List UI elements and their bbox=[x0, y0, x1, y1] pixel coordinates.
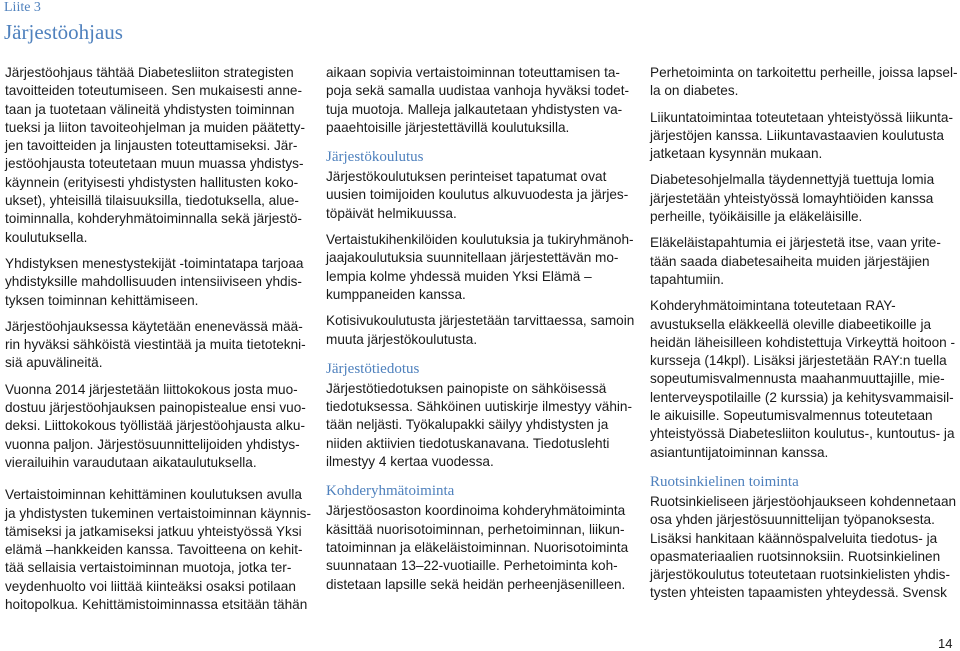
text-line: la on diabetes. bbox=[650, 83, 739, 99]
text-line: Järjestötiedotuksen painopiste on sähköisessä bbox=[326, 380, 607, 396]
text-line: kursseja (14kpl). Lisäksi järjestetään RAY:n tuella bbox=[650, 353, 947, 369]
text-line: niiden aktiivien tiedotuskanavana. Tiedotuslehti bbox=[326, 435, 610, 451]
text-line: lenterveyspotilaille (2 kurssia) ja kehitysvammaisil- bbox=[650, 389, 954, 405]
text-line: elämä –hankkeiden kanssa. Tavoitteena on kehit- bbox=[5, 542, 303, 558]
paragraph bbox=[650, 297, 960, 462]
appendix-label: Liite 3 bbox=[4, 0, 41, 15]
text-line: distetaan lapsille sekä heidän perheenjäsenilleen. bbox=[326, 576, 626, 592]
page-title: Järjestöohjaus bbox=[4, 20, 123, 44]
paragraph bbox=[326, 502, 638, 593]
text-line: Diabetesohjelmalla täydennettyjä tuettuja lomia bbox=[650, 172, 935, 188]
text-line: jen tavoitteiden ja linjausten toteuttamiseksi. Jär- bbox=[5, 138, 298, 154]
text-column-1 bbox=[5, 64, 313, 614]
page-number: 14 bbox=[938, 636, 953, 651]
text-line: asiantuntijatoiminnan kanssa. bbox=[650, 444, 829, 460]
text-line: sopeutumisvalmennusta maahanmuuttajille, mie- bbox=[650, 371, 945, 387]
text-line: vuonna paljon. Järjestösuunnittelijoiden yhdistys- bbox=[5, 436, 300, 452]
text-line: järjestöjen kanssa. Liikuntavastaavien koulutusta bbox=[650, 127, 944, 143]
text-line: Vuonna 2014 järjestetään liittokokous josta muo- bbox=[5, 381, 298, 397]
paragraph bbox=[326, 312, 638, 349]
paragraph bbox=[650, 171, 960, 226]
text-line: käsittää nuorisotoiminnan, perhetoiminnan, liikun- bbox=[326, 521, 625, 537]
paragraph bbox=[5, 64, 313, 247]
text-line: tuja muotoja. Malleja jalkautetaan yhdistysten va- bbox=[326, 101, 623, 117]
paragraph bbox=[5, 381, 313, 472]
text-line: deksi. Liittokokous työllistää järjestöohjausta alku- bbox=[5, 418, 305, 434]
text-line: avustuksella eläkkeellä oleville diabeetikoille ja bbox=[650, 316, 932, 332]
text-line: tapahtumiin. bbox=[650, 271, 725, 287]
text-line: opasmateriaalien ruotsinnoksiin. Ruotsinkielinen bbox=[650, 548, 941, 564]
text-line: taan ja tuotetaan välineitä yhdistysten toiminnan bbox=[5, 101, 295, 117]
section-heading: Ruotsinkielinen toiminta bbox=[650, 473, 799, 490]
text-line: tavoitteiden toteutumiseen. Sen mukaisesti anne- bbox=[5, 83, 302, 99]
text-line: ukset), yhteisillä tilaisuuksilla, tiedotuksella, alue- bbox=[5, 193, 299, 209]
section-heading: Järjestökoulutus bbox=[326, 149, 424, 166]
paragraph bbox=[650, 109, 960, 164]
text-line: Kohderyhmätoimintana toteutetaan RAY- bbox=[650, 298, 896, 314]
paragraph bbox=[326, 231, 638, 304]
text-line: ja yhdistysten tukeminen vertaistoiminnan käynnis- bbox=[5, 505, 312, 521]
text-line: Vertaistoiminnan kehittäminen koulutuksen avulla bbox=[5, 487, 302, 503]
text-line: tämiseksi ja jatkamiseksi jatkuu yhteistyössä Yksi bbox=[5, 523, 302, 539]
text-line: tueksi ja liiton tavoiteohjelman ja muiden päätetty- bbox=[5, 119, 305, 135]
text-line: tysten yhteisten tapaamisten yhteydessä. Svensk bbox=[650, 585, 947, 601]
text-line: tään saada diabetesaiheita muiden järjestäjien bbox=[650, 253, 930, 269]
text-line: Järjestöohjauksessa käytetään enenevässä mää- bbox=[5, 318, 303, 334]
paragraph bbox=[650, 64, 960, 101]
text-line: järjestökoulutus toteutetaan ruotsinkielisten yhdis- bbox=[650, 567, 950, 583]
text-line: yhdistyksille mahdollisuuden intensiiviseen yhdis- bbox=[5, 274, 302, 290]
paragraph bbox=[326, 168, 638, 223]
text-line: muuta järjestökoulutusta. bbox=[326, 331, 478, 347]
text-line: Vertaistukihenkilöiden koulutuksia ja tukiryhmänoh- bbox=[326, 232, 634, 248]
text-line: tyksen toiminnan kehittämiseen. bbox=[5, 292, 199, 308]
text-line: osa yhden järjestösuunnittelijan työpanoksesta. bbox=[650, 512, 935, 528]
text-line: jaajakoulutuksia suunnitellaan järjestettävän mo- bbox=[326, 250, 619, 266]
text-line: töpäivät helmikuussa. bbox=[326, 205, 457, 221]
text-line: yhteistyössä Diabetesliiton koulutus-, kuntoutus- ja bbox=[650, 426, 955, 442]
text-line: Järjestöosaston koordinoima kohderyhmätoiminta bbox=[326, 503, 626, 519]
text-line: siä apuvälineitä. bbox=[5, 355, 103, 371]
text-line: järjestetään yhteistyössä lomayhtiöiden kanssa bbox=[650, 190, 934, 206]
text-line: tiedotuksessa. Sähköinen uutiskirje ilmestyy vähin- bbox=[326, 399, 633, 415]
text-line: jestöohjausta toteutetaan muun muassa yhdistys- bbox=[5, 156, 304, 172]
text-line: veydenhuolto voi liittää kiinteäksi osaksi potilaan bbox=[5, 578, 296, 594]
text-line: Lisäksi hankitaan käännöspalveluita tiedotus- ja bbox=[650, 530, 938, 546]
text-line: käynnein (erityisesti yhdistysten hallitusten koko- bbox=[5, 174, 299, 190]
section-heading: Järjestötiedotus bbox=[326, 360, 420, 377]
text-column-2 bbox=[326, 64, 638, 594]
text-line: Kotisivukoulutusta järjestetään tarvittaessa, samoin bbox=[326, 313, 635, 329]
text-line: aikaan sopivia vertaistoiminnan toteuttamisen ta- bbox=[326, 65, 620, 80]
text-line: hoitopolkua. Kehittämistoiminnassa etsitään tähän bbox=[5, 597, 308, 613]
text-line: Järjestökoulutuksen perinteiset tapatumat ovat bbox=[326, 169, 607, 185]
text-line: tatoiminnan ja eläkeläistoiminnan. Nuorisotoiminta bbox=[326, 539, 629, 555]
text-line: paaehtoisille järjestettävillä koulutuksilla. bbox=[326, 119, 570, 135]
paragraph bbox=[326, 380, 638, 471]
paragraph bbox=[650, 493, 960, 603]
text-line: vierailuihin varaudutaan aikataulutuksella. bbox=[5, 454, 257, 470]
paragraph bbox=[326, 64, 638, 137]
text-line: suunnataan 13–22-vuotiaille. Perhetoiminta koh- bbox=[326, 558, 618, 574]
text-line: Perhetoiminta on tarkoitettu perheille, joissa lapsel- bbox=[650, 65, 958, 80]
text-line: lempia kolme yhdessä muiden Yksi Elämä – bbox=[326, 268, 592, 284]
section-heading: Kohderyhmätoiminta bbox=[326, 483, 455, 500]
text-line: le aikuisille. Sopeutumisvalmennus toteutetaan bbox=[650, 408, 933, 424]
text-line: jatketaan kysynnän mukaan. bbox=[650, 146, 823, 162]
paragraph bbox=[5, 486, 313, 614]
text-line: Järjestöohjaus tähtää Diabetesliiton strategisten bbox=[5, 65, 294, 80]
text-line: tään neljästi. Työkalupakki säilyy yhdistysten ja bbox=[326, 417, 609, 433]
paragraph bbox=[5, 318, 313, 373]
page-header bbox=[4, 0, 123, 46]
text-line: heidän läheisilleen kohdistettuja Virkeyttä hoitoon - bbox=[650, 334, 956, 350]
text-line: uusien toimijoiden koulutus alkuvuodesta ja järjes- bbox=[326, 187, 629, 203]
text-line: ilmestyy 4 kertaa vuodessa. bbox=[326, 454, 494, 470]
text-line: kumppaneiden kanssa. bbox=[326, 286, 466, 302]
paragraph bbox=[650, 234, 960, 289]
text-column-3 bbox=[650, 64, 960, 603]
text-line: koulutuksella. bbox=[5, 229, 88, 245]
text-line: Eläkeläistapahtumia ei järjestetä itse, vaan yrite- bbox=[650, 235, 941, 251]
text-line: poja sekä samalla uudistaa vanhoja hyväksi todet- bbox=[326, 83, 630, 99]
text-line: Yhdistyksen menestystekijät -toimintatapa tarjoaa bbox=[5, 255, 304, 271]
text-line: Liikuntatoimintaa toteutetaan yhteistyössä liikunta- bbox=[650, 109, 954, 125]
paragraph bbox=[5, 255, 313, 310]
text-line: rin hyväksi sähköistä viestintää ja muita tietotekni- bbox=[5, 337, 306, 353]
text-line: Ruotsinkieliseen järjestöohjaukseen kohdennetaan bbox=[650, 493, 957, 509]
text-line: toiminnalla, kohderyhmätoiminnalla sekä järjestö- bbox=[5, 211, 302, 227]
text-line: tää sellaisia vertaistoiminnan muotoja, jotka ter- bbox=[5, 560, 292, 576]
text-line: dostuu järjestöohjauksen painopistealue ensi vuo- bbox=[5, 400, 306, 416]
text-line: perheille, työikäisille ja eläkeläisille. bbox=[650, 209, 863, 225]
